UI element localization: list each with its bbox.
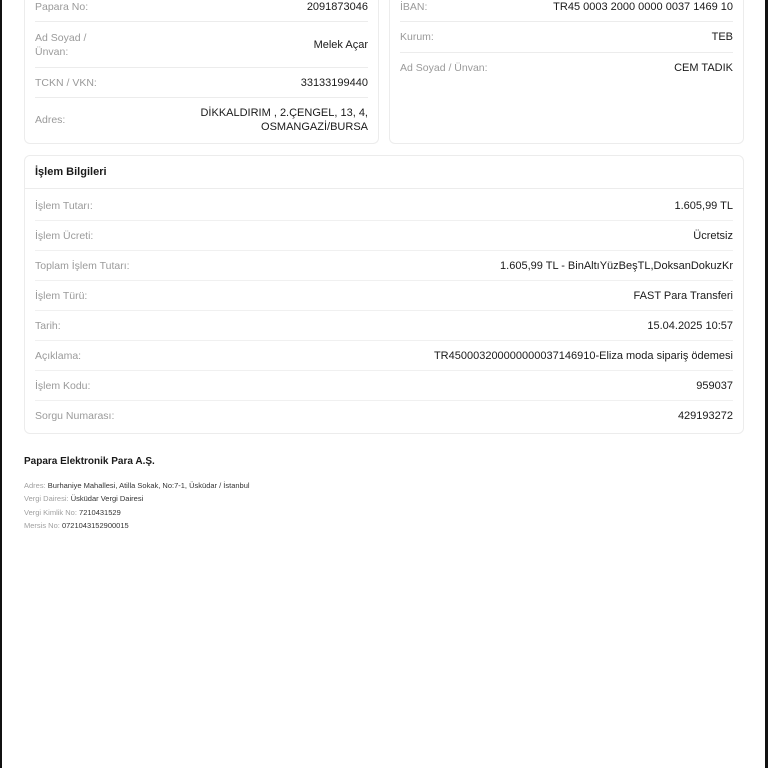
- tx-query-value: 429193272: [677, 410, 733, 422]
- tx-code-row: [35, 371, 733, 401]
- tx-amount-label: İşlem Tutarı:: [35, 199, 93, 212]
- receiver-institution-value: TEB: [711, 31, 733, 43]
- sender-tckn-row: [35, 68, 368, 98]
- transaction-card-title: İşlem Bilgileri: [35, 166, 107, 178]
- title-divider: [25, 188, 743, 189]
- sender-address-value: DİKKALDIRIM , 2.ÇENGEL, 13, 4, OSMANGAZİ/BURSA: [200, 107, 368, 133]
- company-address-value: Burhaniye Mahallesi, Atilla Sokak, No:7-1, Üsküdar / İstanbul: [47, 481, 250, 490]
- company-tax-office-label: Vergi Dairesi:: [24, 494, 69, 503]
- receiver-name-row: [400, 53, 733, 83]
- tx-query-row: [35, 401, 733, 431]
- sender-name-label: Ad Soyad / Ünvan:: [35, 31, 87, 58]
- sender-papara-no-value: 2091873046: [306, 0, 368, 13]
- company-tax-office-value: Üsküdar Vergi Dairesi: [70, 494, 144, 503]
- sender-name-row: [35, 22, 368, 68]
- receiver-name-label: Ad Soyad / Ünvan:: [400, 62, 488, 74]
- sender-tckn-value: 33133199440: [300, 76, 368, 89]
- company-address-line: [24, 481, 250, 491]
- company-tax-id-label: Vergi Kimlik No:: [24, 508, 77, 517]
- tx-query-label: Sorgu Numarası:: [35, 410, 115, 422]
- tx-total-value: 1.605,99 TL - BinAltıYüzBeşTL,DoksanDokuzKr: [500, 259, 733, 272]
- receiver-info-card: [389, 0, 744, 144]
- tx-fee-row: [35, 221, 733, 251]
- tx-amount-value: 1.605,99 TL: [674, 199, 733, 212]
- receiver-institution-label: Kurum:: [400, 31, 434, 43]
- sender-papara-no-row: [35, 0, 368, 22]
- sender-papara-no-label: Papara No:: [35, 0, 89, 13]
- transaction-info-card: [24, 155, 744, 434]
- left-border: [0, 0, 2, 768]
- tx-type-row: [35, 281, 733, 311]
- receiver-name-value: CEM TADIK: [674, 62, 733, 74]
- receiver-iban-value: TR45 0003 2000 0000 0037 1469 10: [553, 0, 733, 13]
- tx-type-label: İşlem Türü:: [35, 289, 88, 302]
- company-mersis-line: [24, 521, 129, 531]
- tx-date-row: [35, 311, 733, 341]
- receiver-iban-label: İBAN:: [400, 0, 428, 13]
- receiver-iban-row: [400, 0, 733, 22]
- receiver-institution-row: [400, 22, 733, 53]
- tx-date-label: Tarih:: [35, 319, 61, 332]
- company-tax-id-value: 7210431529: [79, 508, 121, 517]
- tx-type-value: FAST Para Transferi: [633, 289, 733, 302]
- tx-fee-label: İşlem Ücreti:: [35, 229, 94, 242]
- tx-description-label: Açıklama:: [35, 349, 82, 362]
- tx-total-row: [35, 251, 733, 281]
- company-mersis-label: Mersis No:: [24, 521, 60, 530]
- sender-address-label: Adres:: [35, 114, 66, 126]
- company-address-label: Adres:: [24, 481, 46, 490]
- sender-tckn-label: TCKN / VKN:: [35, 76, 97, 89]
- company-mersis-value: 0721043152900015: [61, 521, 129, 530]
- tx-date-value: 15.04.2025 10:57: [647, 319, 733, 332]
- company-tax-office-line: [24, 494, 143, 504]
- tx-fee-value: Ücretsiz: [693, 229, 733, 242]
- company-tax-id-line: [24, 508, 121, 518]
- sender-info-card: [24, 0, 379, 144]
- tx-code-label: İşlem Kodu:: [35, 379, 91, 392]
- company-name: Papara Elektronik Para A.Ş.: [24, 456, 155, 467]
- tx-amount-row: [35, 191, 733, 221]
- sender-name-value: Melek Açar: [313, 38, 368, 51]
- sender-address-row: [35, 98, 368, 142]
- tx-description-value: TR450003200000000037146910-Eliza moda sipariş ödemesi: [433, 349, 733, 362]
- tx-code-value: 959037: [696, 379, 733, 392]
- tx-description-row: [35, 341, 733, 371]
- tx-total-label: Toplam İşlem Tutarı:: [35, 259, 130, 272]
